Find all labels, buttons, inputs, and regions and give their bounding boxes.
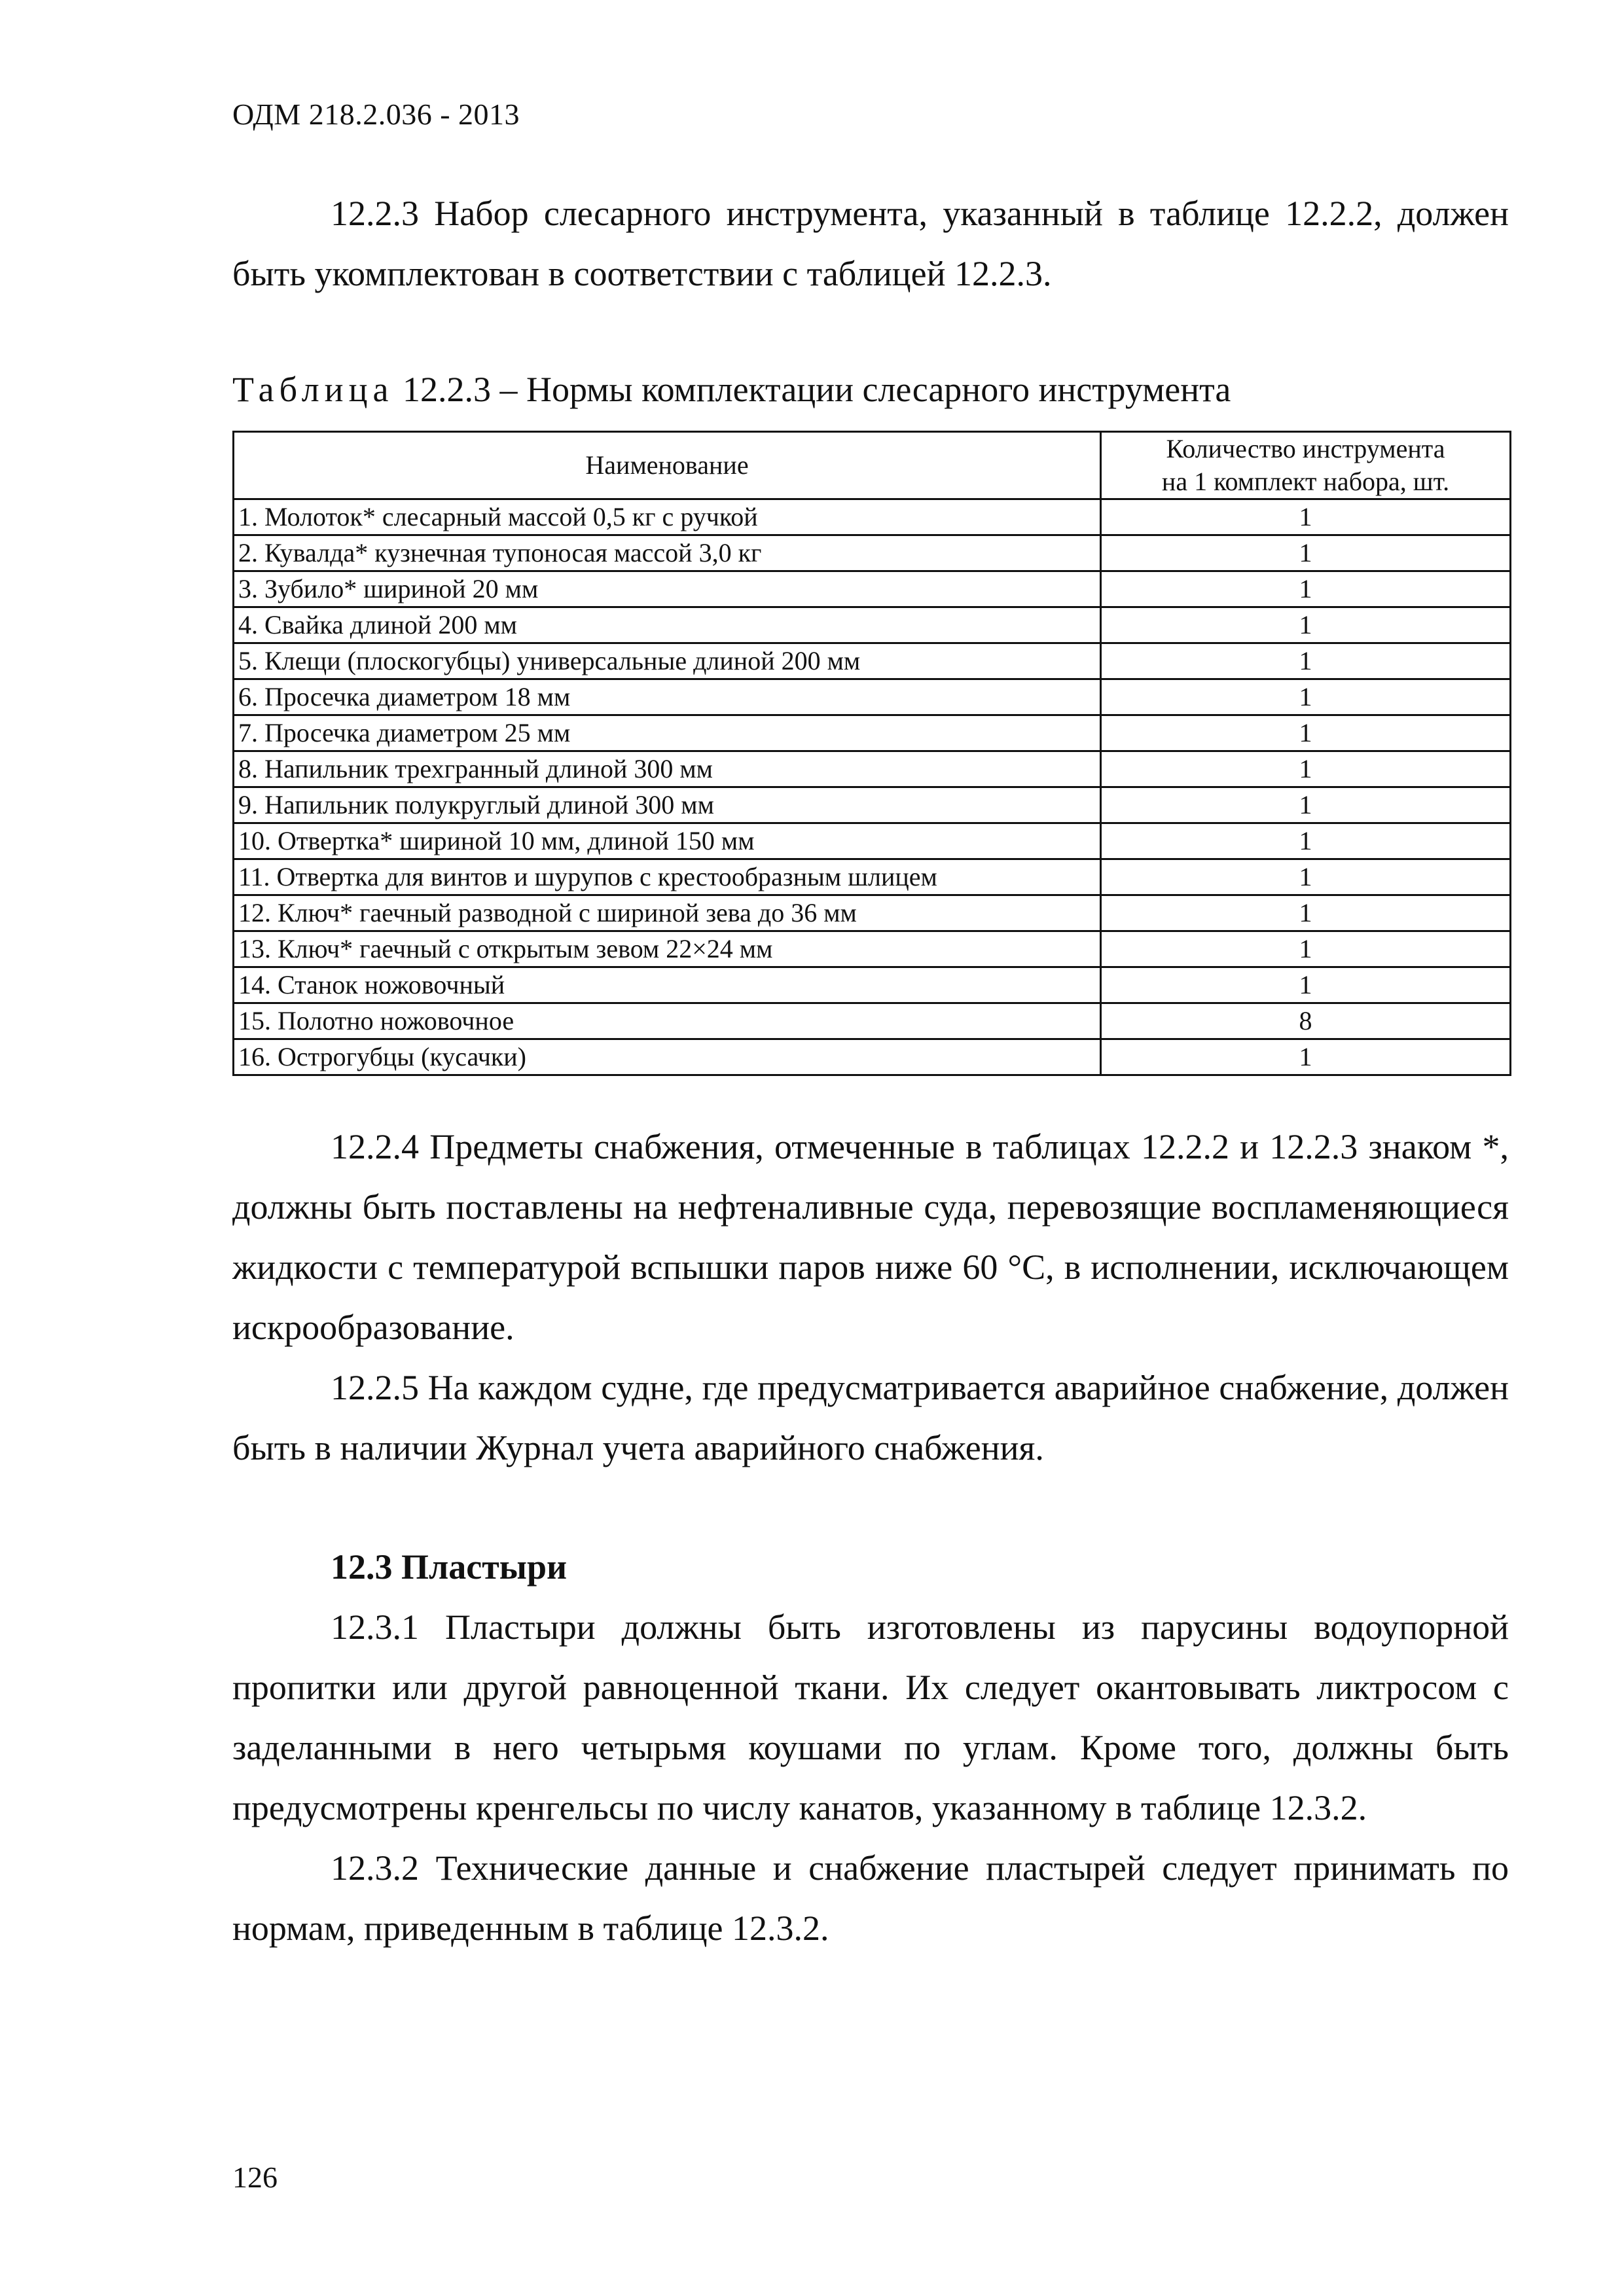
paragraph-12-2-4: 12.2.4 Предметы снабжения, отмеченные в таблицах 12.2.2 и 12.2.3 знаком *, должны быть поставлены на нефтеналивные суда, перевозящие воспламеняющиеся жидкости с температурой вспышки паров ниже 60 °С, в исполнении, исключающем искрообразование. xyxy=(232,1127,1509,1347)
paragraph-12-2-5: 12.2.5 На каждом судне, где предусматривается аварийное снабжение, должен быть в наличии Журнал учета аварийного снабжения. xyxy=(232,1368,1509,1467)
tool-quantity-cell: 1 xyxy=(1101,607,1511,643)
table-row xyxy=(234,967,1511,1003)
tool-quantity-cell: 1 xyxy=(1101,751,1511,787)
table-row xyxy=(234,679,1511,715)
tool-quantity-cell: 8 xyxy=(1101,1003,1511,1039)
tool-norms-table xyxy=(232,431,1511,1076)
table-row xyxy=(234,787,1511,823)
tool-quantity-cell: 1 xyxy=(1101,499,1511,535)
tool-name-cell: 5. Клещи (плоскогубцы) универсальные длиной 200 мм xyxy=(234,643,1101,679)
tool-quantity-cell: 1 xyxy=(1101,535,1511,571)
tool-name-cell: 7. Просечка диаметром 25 мм xyxy=(234,715,1101,751)
page-number: 126 xyxy=(232,2161,278,2194)
tool-quantity-cell: 1 xyxy=(1101,859,1511,895)
tool-name-cell: 1. Молоток* слесарный массой 0,5 кг с ручкой xyxy=(234,499,1101,535)
tool-name-cell: 13. Ключ* гаечный с открытым зевом 22×24 мм xyxy=(234,931,1101,967)
tool-name-cell: 3. Зубило* шириной 20 мм xyxy=(234,571,1101,607)
paragraph-12-3-2: 12.3.2 Технические данные и снабжение пластырей следует принимать по нормам, приведенным в таблице 12.3.2. xyxy=(232,1848,1509,1948)
table-row xyxy=(234,499,1511,535)
tool-quantity-cell: 1 xyxy=(1101,571,1511,607)
table-row xyxy=(234,931,1511,967)
tool-name-cell: 15. Полотно ножовочное xyxy=(234,1003,1101,1039)
tool-quantity-cell: 1 xyxy=(1101,1039,1511,1075)
tool-name-cell: 10. Отвертка* шириной 10 мм, длиной 150 мм xyxy=(234,823,1101,859)
table-caption-label: Таблица xyxy=(232,370,394,409)
tool-name-cell: 8. Напильник трехгранный длиной 300 мм xyxy=(234,751,1101,787)
table-row xyxy=(234,715,1511,751)
document-page xyxy=(232,0,1509,2296)
tool-quantity-cell: 1 xyxy=(1101,967,1511,1003)
tool-name-cell: 6. Просечка диаметром 18 мм xyxy=(234,679,1101,715)
tool-name-cell: 14. Станок ножовочный xyxy=(234,967,1101,1003)
table-row xyxy=(234,535,1511,571)
table-row xyxy=(234,1003,1511,1039)
tool-quantity-cell: 1 xyxy=(1101,679,1511,715)
tool-name-cell: 16. Острогубцы (кусачки) xyxy=(234,1039,1101,1075)
table-caption xyxy=(232,367,1231,412)
document-code-header: ОДМ 218.2.036 - 2013 xyxy=(232,98,520,131)
paragraph-12-2-3: 12.2.3 Набор слесарного инструмента, указанный в таблице 12.2.2, должен быть укомплектован в соответствии с таблицей 12.2.3. xyxy=(232,194,1509,293)
table-row xyxy=(234,751,1511,787)
column-header-quantity xyxy=(1101,432,1511,499)
table-row xyxy=(234,1039,1511,1075)
tool-quantity-cell: 1 xyxy=(1101,643,1511,679)
tool-quantity-cell: 1 xyxy=(1101,931,1511,967)
section-heading-12-3: 12.3 Пластыри xyxy=(331,1547,568,1587)
table-row xyxy=(234,859,1511,895)
table-row xyxy=(234,895,1511,931)
tool-name-cell: 12. Ключ* гаечный разводной с шириной зева до 36 мм xyxy=(234,895,1101,931)
tool-quantity-cell: 1 xyxy=(1101,895,1511,931)
column-header-quantity-line1: Количество инструмента xyxy=(1166,434,1445,463)
tool-quantity-cell: 1 xyxy=(1101,715,1511,751)
tool-quantity-cell: 1 xyxy=(1101,787,1511,823)
table-row xyxy=(234,571,1511,607)
tool-name-cell: 9. Напильник полукруглый длиной 300 мм xyxy=(234,787,1101,823)
column-header-name: Наименование xyxy=(234,432,1101,499)
table-caption-text: 12.2.3 – Нормы комплектации слесарного инструмента xyxy=(393,370,1231,409)
table-row xyxy=(234,643,1511,679)
tool-name-cell: 2. Кувалда* кузнечная тупоносая массой 3,0 кг xyxy=(234,535,1101,571)
column-header-quantity-line2: на 1 комплект набора, шт. xyxy=(1161,467,1450,496)
table-row xyxy=(234,607,1511,643)
tool-name-cell: 4. Свайка длиной 200 мм xyxy=(234,607,1101,643)
table-header-row xyxy=(234,432,1511,499)
tool-name-cell: 11. Отвертка для винтов и шурупов с крестообразным шлицем xyxy=(234,859,1101,895)
paragraph-12-3-1: 12.3.1 Пластыри должны быть изготовлены из парусины водоупорной пропитки или другой равноценной ткани. Их следует окантовывать ликтросом с заделанными в него четырьмя коушами по углам. Кроме того, должны быть предусмотрены кренгельсы по числу канатов, указанному в таблице 12.3.2. xyxy=(232,1607,1509,1827)
table-row xyxy=(234,823,1511,859)
tool-quantity-cell: 1 xyxy=(1101,823,1511,859)
